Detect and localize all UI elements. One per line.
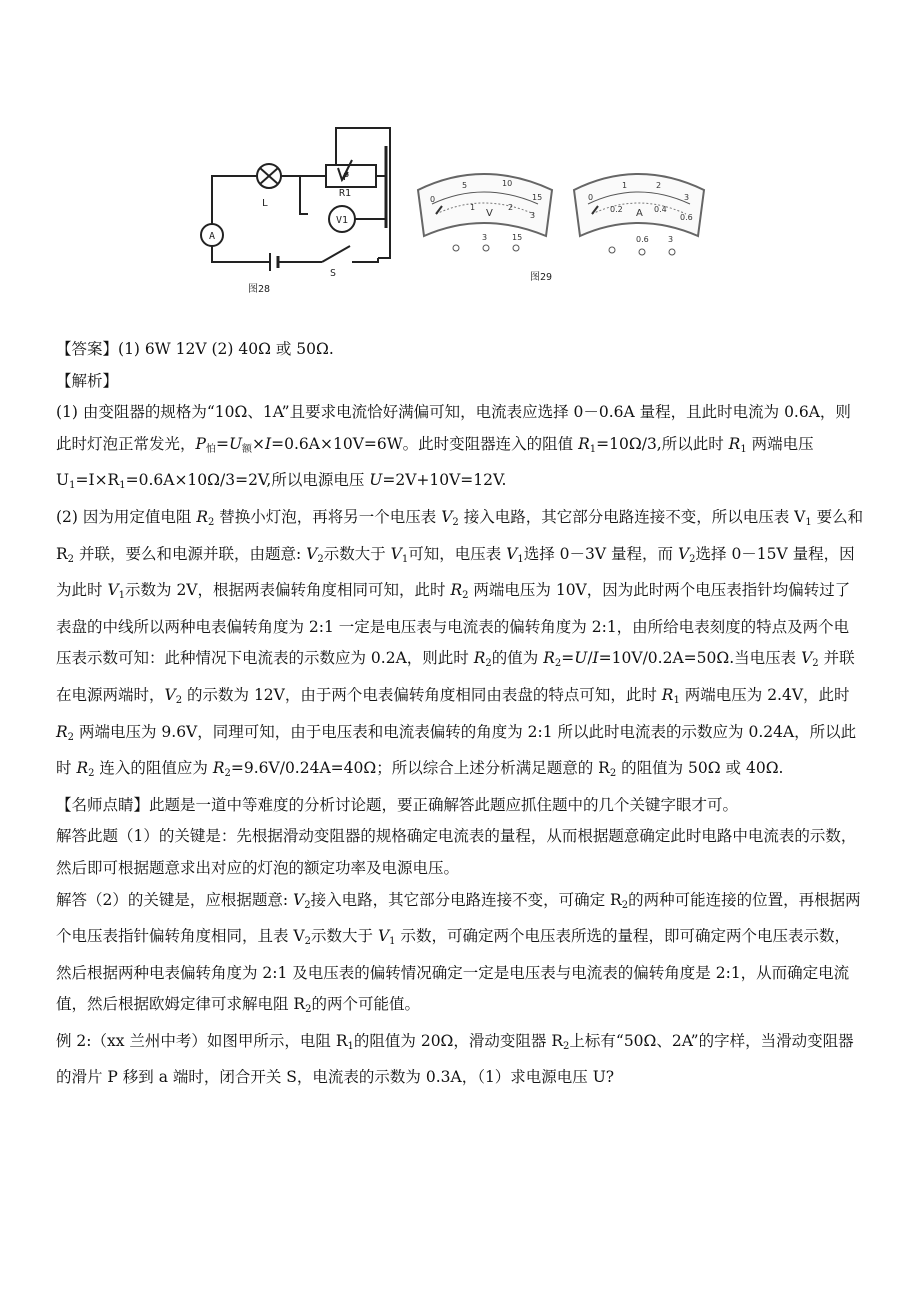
voltmeter-terminal-15: 15	[512, 233, 523, 242]
analysis-part-1: (1) 由变阻器的规格为“10Ω、1A”且要求电流恰好满偏可知，电流表应选择 0－0.6A 量程，且此时电流为 0.6A，则此时灯泡正常发光，$P_怕=U_额\times I=0.6A\times 10V=6W$。此时变阻器连入的阻值 $R_1=10\Omega/3$,所以此时 $R_1$ 两端电压 $U_1=I\times R_1=0.6A\times 10\Omega/3=2V$,所以电源电压 U=2V+10V=12V.	[56, 403, 851, 492]
ammeter-tick-2: 2	[656, 181, 662, 190]
solution-text	[56, 334, 864, 1094]
voltmeter-inner-2: 2	[508, 203, 514, 212]
answer-body: (1) 6W 12V (2) 40Ω 或 50Ω.	[118, 340, 334, 358]
ammeter-terminal-06: 0.6	[636, 235, 649, 244]
voltmeter-label: V1	[335, 215, 349, 226]
voltmeter-inner-1: 1	[470, 203, 476, 212]
rheostat-label: R1	[338, 188, 352, 199]
ammeter-label: A	[208, 231, 216, 242]
circuit-and-meters-figure	[190, 118, 730, 308]
ammeter-inner-04: 0.4	[654, 205, 667, 214]
circuit-caption: 图28	[248, 284, 271, 295]
example-2: 例 2:（xx 兰州中考）如图甲所示，电阻 $R_1$的阻值为 20Ω，滑动变阻器 $R_2$上标有“50Ω、2A”的字样，当滑动变阻器的滑片 P 移到 a 端时，闭合开关 S，电流表的示数为 0.3A，（1）求电源电压 U?	[56, 1031, 854, 1087]
answer-tag: 【答案】	[56, 340, 119, 358]
ammeter-dial	[530, 174, 704, 283]
switch-label: S	[330, 268, 337, 279]
voltmeter-tick-0: 0	[430, 195, 436, 204]
voltmeter-terminal-3: 3	[482, 233, 488, 242]
key-point-1: 解答此题（1）的关键是：先根据滑动变阻器的规格确定电流表的量程，从而根据题意确定此时电路中电流表的示数，然后即可根据题意求出对应的灯泡的额定功率及电源电压。	[56, 827, 857, 877]
voltmeter-unit: V	[486, 208, 493, 219]
key-point-2: 解答（2）的关键是，应根据题意: $V_2$接入电路，其它部分电路连接不变，可确定 $R_2$的两种可能连接的位置，再根据两个电压表指针偏转角度相同，且表 $V_2$示数大于 $V_1$ 示数，可确定两个电压表所选的量程，即可确定两个电压表示数，然后根据两种电表偏转角度为 2:1 及电压表的偏转情况确定一定是电压表与电流表的偏转角度是 2:1，从而确定电流值，然后根据欧姆定律可求解电阻 $R_2$的两个可能值。	[56, 890, 861, 1016]
teacher-note-tag: 【名师点睛】	[56, 795, 150, 814]
slider-label: P	[342, 172, 350, 183]
ammeter-inner-02: 0.2	[610, 205, 623, 214]
figure-area	[190, 118, 730, 308]
analysis-part-2: (2) 因为用定值电阻 $R_2$ 替换小灯泡，再将另一个电压表 $V_2$ 接入电路，其它部分电路连接不变，所以电压表 $V_1$ 要么和 $R_2$ 并联，要么和电源并联，由题意: $V_2$示数大于 $V_1$可知，电压表 $V_1$选择 0－3V 量程，而 $V_2$选择 0－15V 量程，因为此时 $V_1$示数为 2V，根据两表偏转角度相同可知，此时 $R_2$ 两端电压为 10V，因为此时两个电压表指针均偏转过了表盘的中线所以两种电表偏转角度为 2:1 一定是电压表与电流表的偏转角度为 2:1，由所给电表刻度的特点及两个电压表示数可知：此种情况下电流表的示数应为 0.2A，则此时 $R_2$的值为 $R_2=U/I=10V/0.2A=50\Omega$.当电压表 $V_2$ 并联在电源两端时，$V_2$ 的示数为 12V，由于两个电表偏转角度相同由表盘的特点可知，此时 $R_1$ 两端电压为 2.4V，此时 $R_2$ 两端电压为 9.6V，同理可知，由于电压表和电流表偏转的角度为 2:1 所以此时电流表的示数应为 0.24A，所以此时 $R_2$ 连入的阻值应为 $R_2=9.6V/0.24A=40\Omega$；所以综合上述分析满足题意的 $R_2$ 的阻值为 50Ω 或 40Ω.	[56, 507, 864, 780]
voltmeter-dial	[418, 174, 552, 251]
ammeter-tick-3: 3	[684, 193, 690, 202]
circuit-diagram	[201, 128, 390, 271]
voltmeter-tick-10: 10	[502, 179, 513, 188]
voltmeter-inner-3: 3	[530, 211, 536, 220]
answer-line	[56, 334, 864, 366]
teacher-note: 【名师点睛】此题是一道中等难度的分析讨论题，要正确解答此题应抓住题中的几个关键字眼才可。	[56, 795, 739, 814]
ammeter-unit: A	[636, 208, 643, 219]
meters-caption: 图29	[530, 272, 553, 283]
ammeter-inner-06: 0.6	[680, 213, 693, 222]
lamp-label: L	[262, 198, 269, 209]
rheostat-r1	[326, 165, 376, 187]
voltmeter-tick-15: 15	[532, 193, 543, 202]
analysis-heading: 【解析】	[56, 371, 119, 390]
ammeter-tick-0: 0	[588, 193, 594, 202]
ammeter-tick-1: 1	[622, 181, 628, 190]
voltmeter-tick-5: 5	[462, 181, 468, 190]
ammeter-terminal-3: 3	[668, 235, 674, 244]
